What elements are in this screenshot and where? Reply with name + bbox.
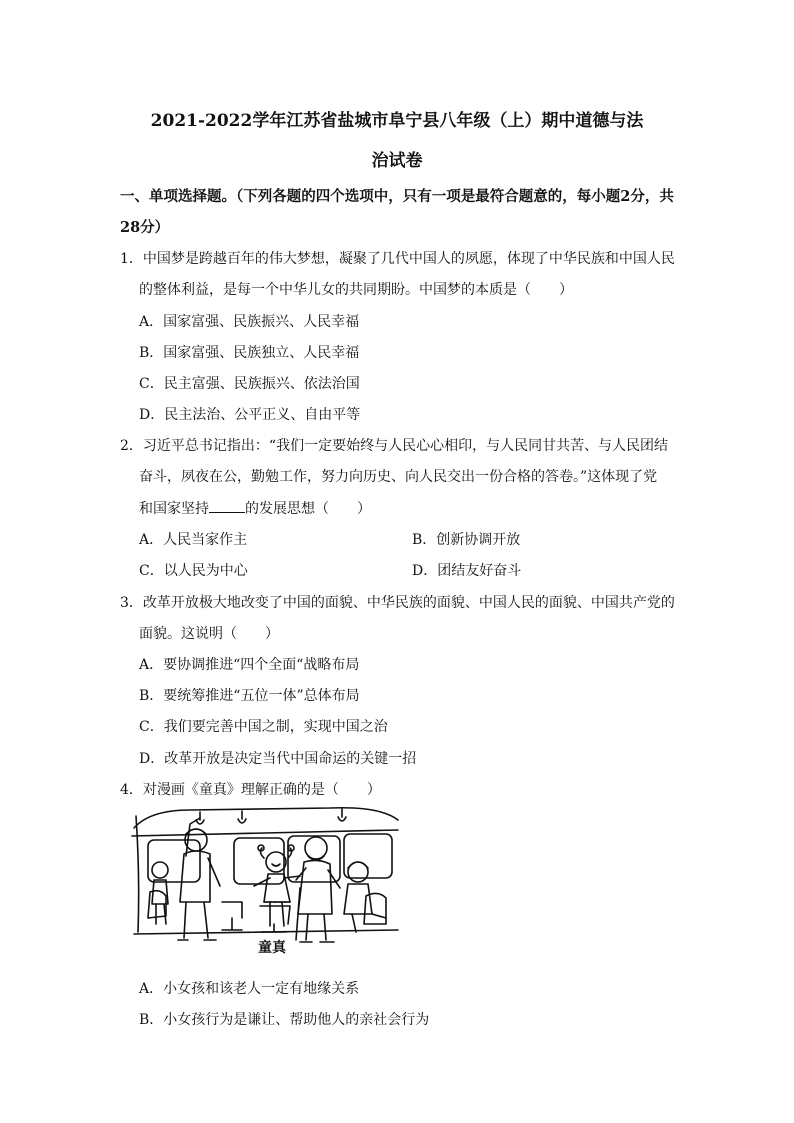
q1-stem-line1: 1．中国梦是跨越百年的伟大梦想，凝聚了几代中国人的夙愿，体现了中华民族和中国人民	[120, 251, 675, 267]
q1-option-a: A．国家富强、民族振兴、人民幸福	[139, 314, 360, 330]
q2-stem-line3-post: 的发展思想（ ）	[245, 501, 371, 517]
q3-stem-line1: 3．改革开放极大地改变了中国的面貌、中华民族的面貌、中国人民的面貌、中国共产党的	[120, 595, 675, 611]
q2-option-c: C．以人民为中心	[139, 563, 248, 579]
q2-stem-line3	[139, 498, 371, 518]
fill-blank	[209, 500, 245, 513]
q2-option-a: A．人民当家作主	[139, 532, 248, 548]
exam-title-line1: 2021-2022学年江苏省盐城市阜宁县八年级（上）期中道德与法	[150, 111, 644, 131]
q1-option-c: C．民主富强、民族振兴、依法治国	[139, 376, 360, 392]
q3-option-b: B．要统筹推进“五位一体”总体布局	[139, 688, 360, 704]
q2-stem-line2: 奋斗，夙夜在公，勤勉工作，努力向历史、向人民交出一份合格的答卷。”这体现了党	[139, 469, 658, 485]
q3-option-a: A．要协调推进“四个全面“战略布局	[139, 657, 360, 673]
q3-option-c: C．我们要完善中国之制，实现中国之治	[139, 719, 388, 735]
cartoon-caption: 童真	[258, 940, 286, 956]
q2-stem-line3-pre: 和国家坚持	[139, 501, 209, 517]
q4-option-b: B．小女孩行为是谦让、帮助他人的亲社会行为	[139, 1012, 430, 1028]
exam-title-line2: 治试卷	[371, 151, 423, 171]
q2-option-d: D．团结友好奋斗	[412, 563, 522, 579]
q2-option-b: B．创新协调开放	[412, 532, 521, 548]
q3-stem-line2: 面貌。这说明（ ）	[139, 626, 279, 642]
q1-option-d: D．民主法治、公平正义、自由平等	[139, 407, 361, 423]
cartoon-tongzhen-image	[130, 806, 402, 956]
q1-stem-line2: 的整体利益，是每一个中华儿女的共同期盼。中国梦的本质是（ ）	[139, 282, 573, 298]
section-heading: 一、单项选择题。（下列各题的四个选项中，只有一项是最符合题意的，每小题2分，共28分）	[120, 188, 674, 236]
q4-option-a: A．小女孩和该老人一定有地缘关系	[139, 981, 360, 997]
q3-option-d: D．改革开放是决定当代中国命运的关键一招	[139, 751, 417, 767]
q4-stem-line1: 4．对漫画《童真》理解正确的是（ ）	[120, 782, 381, 798]
q1-option-b: B．国家富强、民族独立、人民幸福	[139, 345, 360, 361]
q2-stem-line1: 2．习近平总书记指出：“我们一定要始终与人民心心相印，与人民同甘共苦、与人民团结	[120, 438, 669, 454]
